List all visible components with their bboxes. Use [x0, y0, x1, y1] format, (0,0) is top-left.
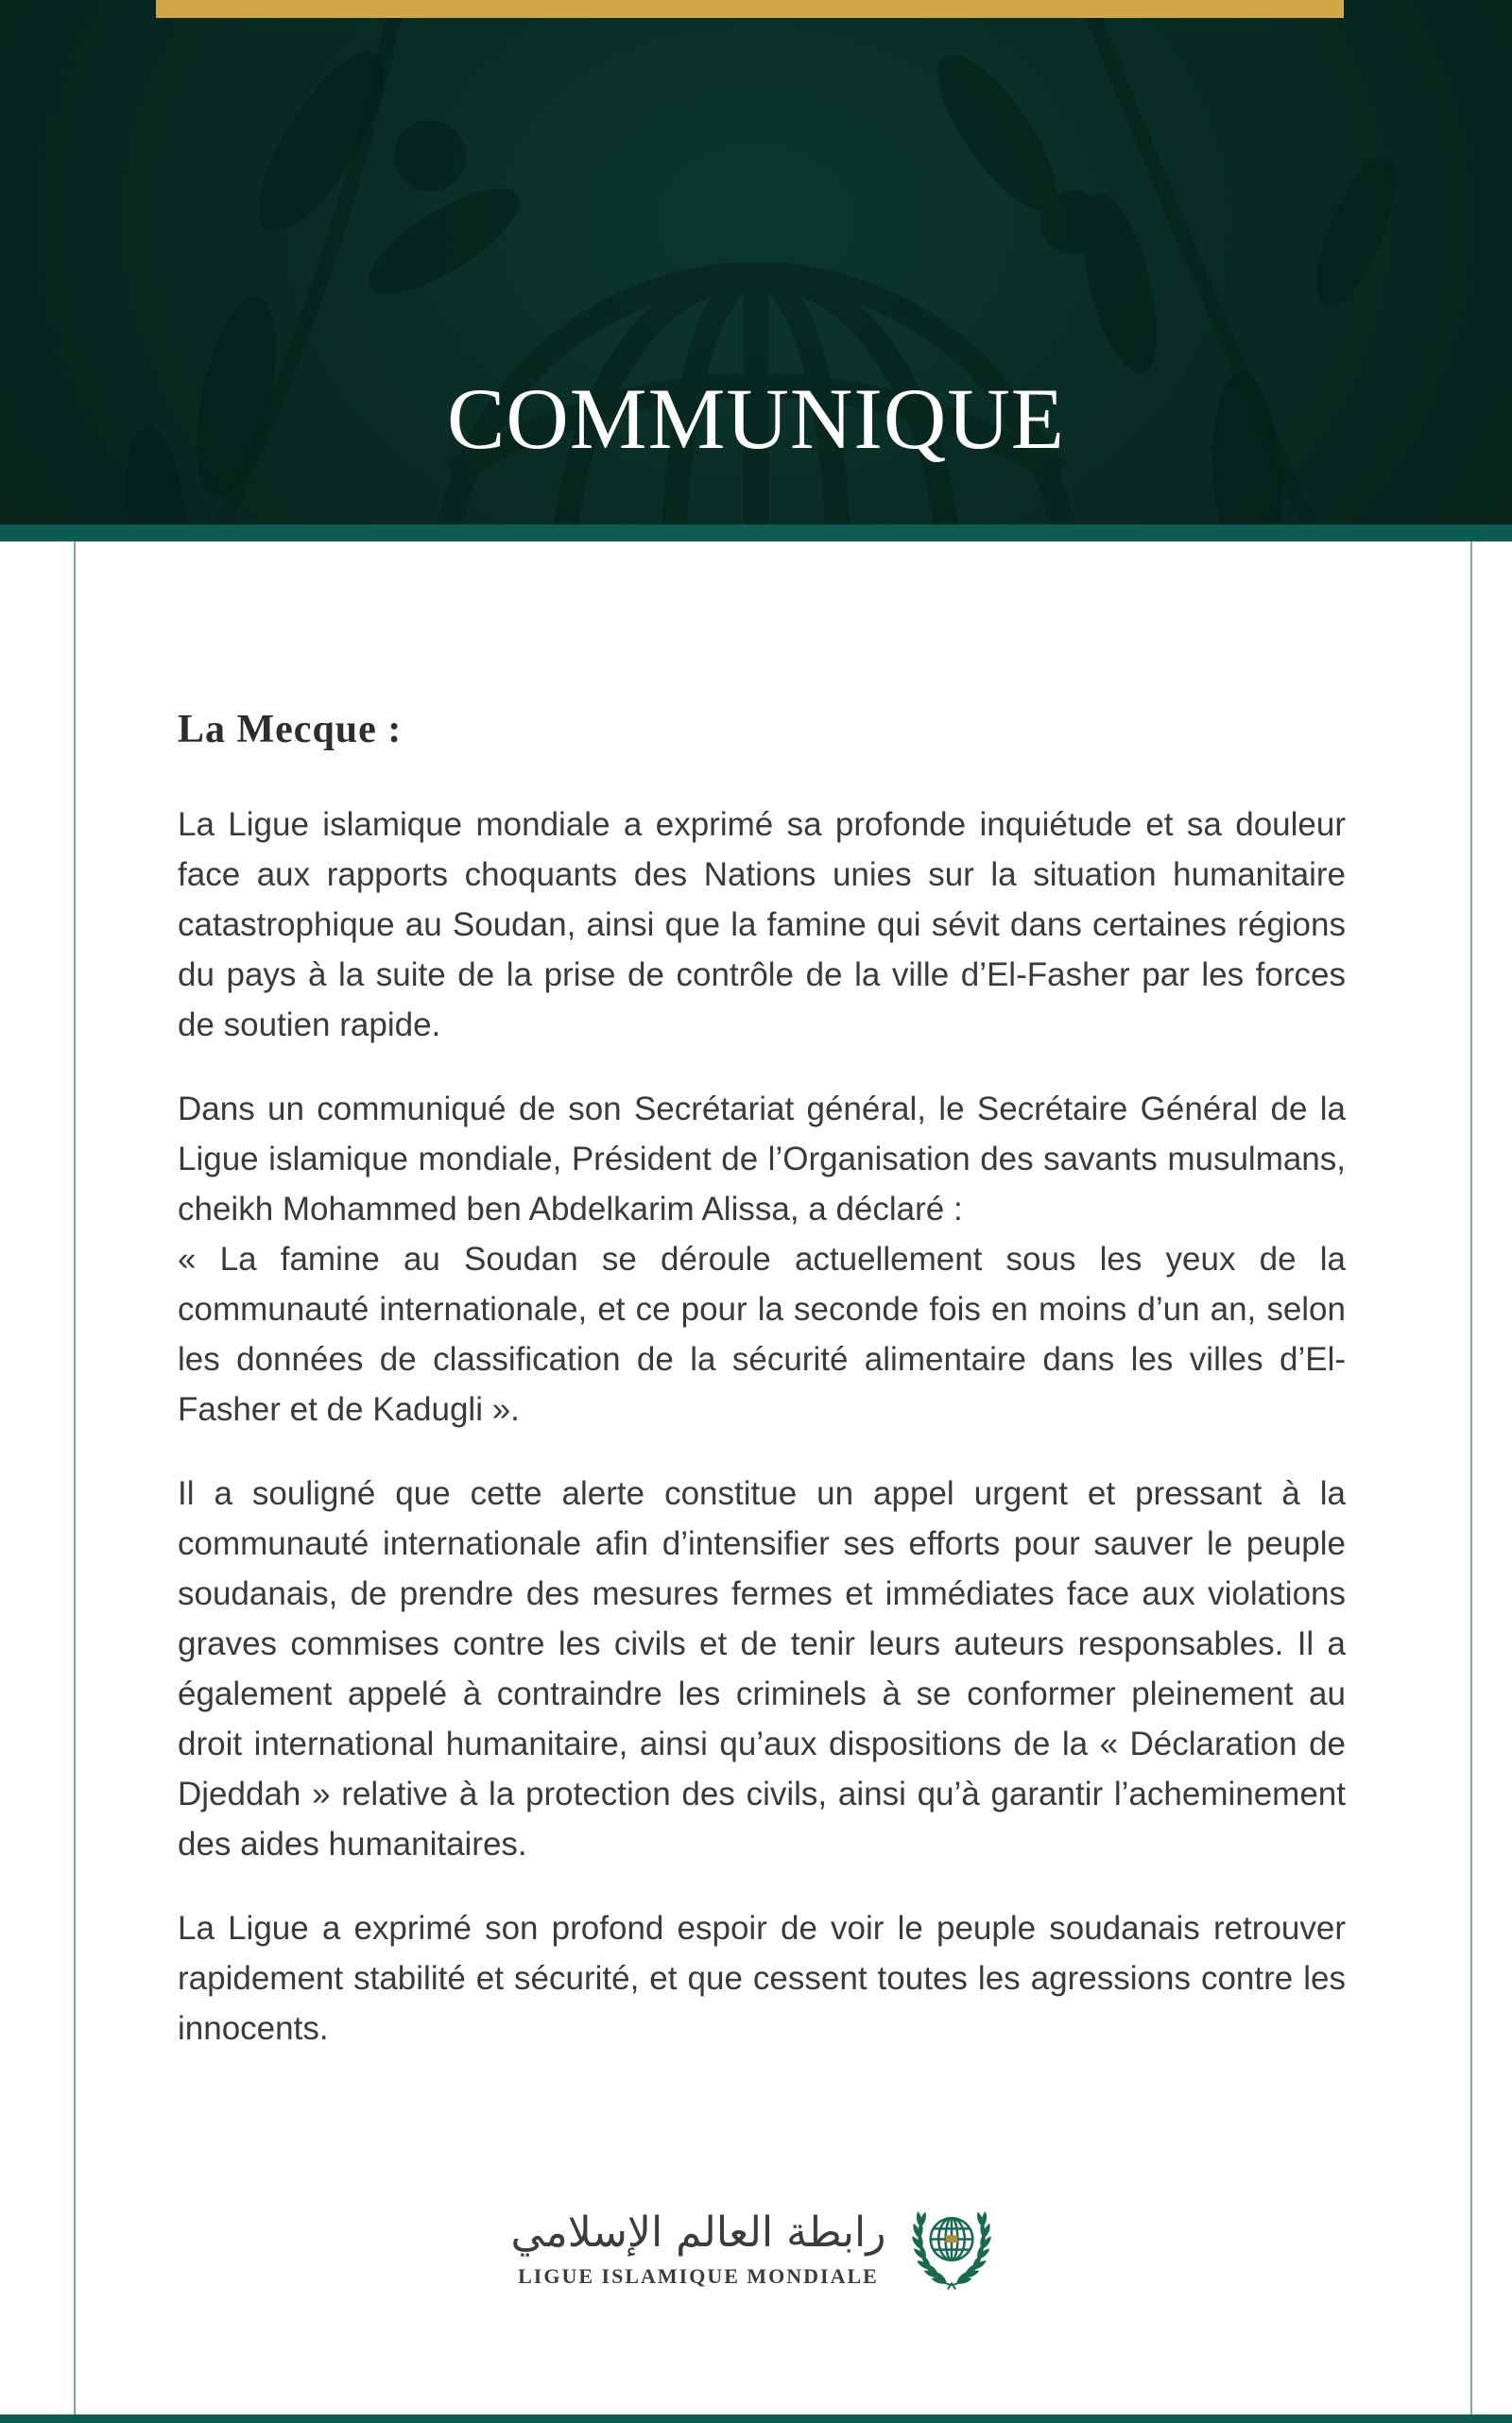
- left-frame-line: [74, 541, 76, 2414]
- communique-title: COMMUNIQUE: [447, 370, 1065, 467]
- body-paragraph-4: Il a souligné que cette alerte constitue un appel urgent et pressant à la communauté internationale afin d’intensifier ses efforts pour sauver le peuple soudanais, de prendre des mesures fermes et immédiates face aux violations graves commises contre les civils et de tenir leurs auteurs responsables. Il a également appelé à contraindre les criminels à se conformer pleinement au droit international humanitaire, ainsi qu’aux dispositions de la « Déclaration de Djeddah » relative à la protection des civils, ainsi qu’à garantir l’acheminement des aides humanitaires.: [178, 1475, 1346, 1863]
- right-frame-line: [1470, 541, 1472, 2414]
- communique-header: [0, 0, 1512, 524]
- body-paragraph-3: « La famine au Soudan se déroule actuellement sous les yeux de la communauté internationale, et ce pour la seconde fois en moins d’un an, selon les données de classification de la sécurité alimentaire dans les villes d’El-Fasher et de Kadugli ».: [178, 1241, 1346, 1428]
- globe-wreath-icon: [902, 2197, 1002, 2297]
- communique-body: [178, 541, 1346, 2054]
- mwl-logo-text: [510, 2207, 885, 2289]
- mwl-logo: [0, 2197, 1512, 2297]
- dateline-heading: La Mecque :: [178, 708, 403, 751]
- body-paragraph-5: La Ligue a exprimé son profond espoir de voir le peuple soudanais retrouver rapidement stabilité et sécurité, et que cessent toutes les agressions contre les innocents.: [178, 1910, 1346, 2047]
- kaaba-icon: [945, 2235, 957, 2243]
- header-divider-bar: [0, 524, 1512, 541]
- footer-bar: [0, 2414, 1512, 2423]
- mwl-logo-arabic-name: رابطة العالم الإسلامي: [510, 2208, 886, 2257]
- gold-accent-bar: [156, 0, 1344, 18]
- body-paragraph-2: Dans un communiqué de son Secrétariat général, le Secrétaire Général de la Ligue islamique mondiale, Président de l’Organisation des savants musulmans, cheikh Mohammed ben Abdelkarim Alissa, a déclaré :: [178, 1091, 1346, 1228]
- body-paragraph-1: La Ligue islamique mondiale a exprimé sa profonde inquiétude et sa douleur face aux rapports choquants des Nations unies sur la situation humanitaire catastrophique au Soudan, ainsi que la famine qui sévit dans certaines régions du pays à la suite de la prise de contrôle de la ville d’El-Fasher par les forces de soutien rapide.: [178, 806, 1346, 1043]
- mwl-logo-latin-name: LIGUE ISLAMIQUE MONDIALE: [518, 2263, 879, 2288]
